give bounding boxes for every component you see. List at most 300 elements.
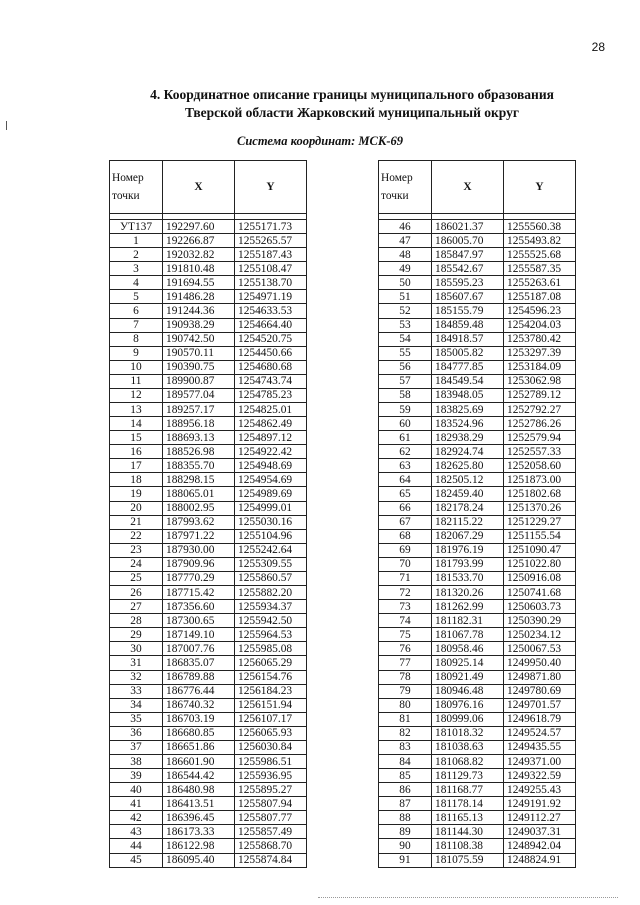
y-cell: 1249618.79 — [504, 712, 576, 726]
x-cell: 181038.63 — [432, 740, 504, 754]
point-number-cell: 43 — [110, 825, 163, 839]
point-number-cell: 41 — [110, 797, 163, 811]
table-row — [379, 220, 576, 234]
x-cell: 181262.99 — [432, 600, 504, 614]
y-cell: 1254948.69 — [235, 459, 307, 473]
x-cell: 181108.38 — [432, 839, 504, 853]
x-cell: 185005.82 — [432, 346, 504, 360]
table-row — [379, 712, 576, 726]
point-number-cell: 90 — [379, 839, 432, 853]
point-number-cell: 20 — [110, 501, 163, 515]
point-number-cell: 33 — [110, 684, 163, 698]
y-cell: 1255104.96 — [235, 529, 307, 543]
y-cell: 1249871.80 — [504, 670, 576, 684]
point-number-cell: 15 — [110, 431, 163, 445]
x-cell: 185542.67 — [432, 262, 504, 276]
point-number-cell: 47 — [379, 234, 432, 248]
point-number-cell: 61 — [379, 431, 432, 445]
point-number-cell: 11 — [110, 374, 163, 388]
y-cell: 1250916.08 — [504, 571, 576, 585]
x-cell: 187356.60 — [163, 600, 235, 614]
table-row — [110, 557, 307, 571]
x-cell: 188693.13 — [163, 431, 235, 445]
table-row — [379, 487, 576, 501]
y-cell: 1249371.00 — [504, 754, 576, 768]
point-number-cell: 44 — [110, 839, 163, 853]
y-cell: 1255860.57 — [235, 571, 307, 585]
point-number-cell: 56 — [379, 360, 432, 374]
table-row — [110, 670, 307, 684]
x-cell: 188956.18 — [163, 417, 235, 431]
point-number-cell: 18 — [110, 473, 163, 487]
x-cell: 182505.12 — [432, 473, 504, 487]
point-number-cell: 36 — [110, 726, 163, 740]
x-cell: 181144.30 — [432, 825, 504, 839]
table-row — [379, 783, 576, 797]
y-cell: 1249435.55 — [504, 740, 576, 754]
x-cell: 181793.99 — [432, 557, 504, 571]
x-cell: 188065.01 — [163, 487, 235, 501]
x-cell: 182625.80 — [432, 459, 504, 473]
table-row — [110, 783, 307, 797]
y-cell: 1249524.57 — [504, 726, 576, 740]
y-cell: 1256065.29 — [235, 656, 307, 670]
x-cell: 190742.50 — [163, 332, 235, 346]
table-row — [110, 754, 307, 768]
x-cell: 181533.70 — [432, 571, 504, 585]
x-cell: 186544.42 — [163, 769, 235, 783]
point-number-cell: 71 — [379, 571, 432, 585]
y-cell: 1255030.16 — [235, 515, 307, 529]
y-cell: 1255265.57 — [235, 234, 307, 248]
point-number-cell: 26 — [110, 586, 163, 600]
table-row — [379, 473, 576, 487]
point-number-cell: 81 — [379, 712, 432, 726]
y-cell: 1256030.84 — [235, 740, 307, 754]
y-cell: 1250234.12 — [504, 628, 576, 642]
point-number-cell: 65 — [379, 487, 432, 501]
x-cell: 186480.98 — [163, 783, 235, 797]
table-row — [379, 388, 576, 402]
table-row — [110, 318, 307, 332]
y-cell: 1249112.27 — [504, 811, 576, 825]
point-number-cell: 8 — [110, 332, 163, 346]
table-row — [110, 262, 307, 276]
coordinates-body-right — [379, 214, 576, 868]
y-cell: 1255242.64 — [235, 543, 307, 557]
table-row — [110, 543, 307, 557]
table-row — [379, 543, 576, 557]
table-row — [379, 332, 576, 346]
y-cell: 1254989.69 — [235, 487, 307, 501]
point-number-cell: 3 — [110, 262, 163, 276]
x-cell: 185155.79 — [432, 304, 504, 318]
table-row — [379, 698, 576, 712]
x-cell: 186095.40 — [163, 853, 235, 867]
y-cell: 1248942.04 — [504, 839, 576, 853]
point-number-cell: 55 — [379, 346, 432, 360]
coordinates-table-left — [109, 160, 307, 868]
table-row — [110, 726, 307, 740]
point-number-cell: 28 — [110, 614, 163, 628]
table-row — [379, 839, 576, 853]
x-cell: 190390.75 — [163, 360, 235, 374]
y-cell: 1255560.38 — [504, 220, 576, 234]
y-cell: 1255874.84 — [235, 853, 307, 867]
table-row — [379, 276, 576, 290]
table-row — [110, 388, 307, 402]
y-cell: 1251229.27 — [504, 515, 576, 529]
y-cell: 1252579.94 — [504, 431, 576, 445]
point-number-cell: 25 — [110, 571, 163, 585]
y-cell: 1255138.70 — [235, 276, 307, 290]
x-cell: 186122.98 — [163, 839, 235, 853]
x-cell: 180921.49 — [432, 670, 504, 684]
x-cell: 184549.54 — [432, 374, 504, 388]
x-cell: 186703.19 — [163, 712, 235, 726]
y-cell: 1249255.43 — [504, 783, 576, 797]
y-cell: 1250067.53 — [504, 642, 576, 656]
y-cell: 1254520.75 — [235, 332, 307, 346]
table-row — [379, 417, 576, 431]
table-row — [110, 501, 307, 515]
y-cell: 1252557.33 — [504, 445, 576, 459]
y-cell: 1255934.37 — [235, 600, 307, 614]
point-number-cell: 16 — [110, 445, 163, 459]
x-cell: 190938.29 — [163, 318, 235, 332]
table-row — [379, 600, 576, 614]
table-row — [379, 374, 576, 388]
y-cell: 1249322.59 — [504, 769, 576, 783]
x-cell: 186396.45 — [163, 811, 235, 825]
point-number-cell: 74 — [379, 614, 432, 628]
x-cell: 192297.60 — [163, 220, 235, 234]
point-number-cell: 13 — [110, 403, 163, 417]
x-cell: 191486.28 — [163, 290, 235, 304]
y-cell: 1249780.69 — [504, 684, 576, 698]
y-cell: 1255493.82 — [504, 234, 576, 248]
table-row — [110, 445, 307, 459]
x-cell: 189577.04 — [163, 388, 235, 402]
y-header: Y — [504, 161, 576, 214]
page-number: 28 — [591, 40, 605, 54]
point-number-cell: 34 — [110, 698, 163, 712]
point-number-cell: 38 — [110, 754, 163, 768]
table-row — [379, 515, 576, 529]
footer-dotted-line — [318, 897, 618, 898]
point-number-cell: 70 — [379, 557, 432, 571]
point-number-cell: 85 — [379, 769, 432, 783]
title-line-2: Тверской области Жарковский муниципальный округ — [185, 105, 519, 120]
table-row — [110, 346, 307, 360]
x-cell: 183524.96 — [432, 417, 504, 431]
table-row — [379, 304, 576, 318]
point-number-cell: 45 — [110, 853, 163, 867]
y-cell: 1254954.69 — [235, 473, 307, 487]
y-cell: 1251155.54 — [504, 529, 576, 543]
table-row — [110, 332, 307, 346]
x-cell: 186789.88 — [163, 670, 235, 684]
point-number-cell: 29 — [110, 628, 163, 642]
y-cell: 1253062.98 — [504, 374, 576, 388]
point-number-cell: 77 — [379, 656, 432, 670]
point-number-cell: 86 — [379, 783, 432, 797]
point-number-cell: 68 — [379, 529, 432, 543]
table-row — [110, 220, 307, 234]
table-row — [379, 459, 576, 473]
table-row — [110, 825, 307, 839]
table-row — [379, 586, 576, 600]
table-row — [110, 459, 307, 473]
table-row — [110, 276, 307, 290]
table-row — [379, 529, 576, 543]
y-cell: 1252058.60 — [504, 459, 576, 473]
point-number-cell: 79 — [379, 684, 432, 698]
point-number-cell: 87 — [379, 797, 432, 811]
point-number-cell: 51 — [379, 290, 432, 304]
y-cell: 1254971.19 — [235, 290, 307, 304]
table-row — [110, 515, 307, 529]
point-number-cell: 40 — [110, 783, 163, 797]
table-row — [110, 529, 307, 543]
x-cell: 187930.00 — [163, 543, 235, 557]
point-number-cell: 1 — [110, 234, 163, 248]
point-number-cell: 12 — [110, 388, 163, 402]
table-row — [379, 769, 576, 783]
x-cell: 187715.42 — [163, 586, 235, 600]
table-row — [110, 374, 307, 388]
table-row — [110, 473, 307, 487]
y-cell: 1255807.77 — [235, 811, 307, 825]
x-cell: 181165.13 — [432, 811, 504, 825]
table-row — [110, 853, 307, 867]
x-cell: 181075.59 — [432, 853, 504, 867]
y-cell: 1256065.93 — [235, 726, 307, 740]
table-row — [379, 557, 576, 571]
table-row — [379, 318, 576, 332]
point-number-cell: 23 — [110, 543, 163, 557]
coordinates-body-left — [110, 214, 307, 868]
table-row — [110, 698, 307, 712]
x-cell: 180925.14 — [432, 656, 504, 670]
table-row — [110, 614, 307, 628]
point-number-cell: 9 — [110, 346, 163, 360]
y-cell: 1254204.03 — [504, 318, 576, 332]
point-header-line-1: Номер — [381, 172, 413, 184]
point-number-cell: 67 — [379, 515, 432, 529]
x-cell: 181129.73 — [432, 769, 504, 783]
y-cell: 1252789.12 — [504, 388, 576, 402]
y-cell: 1254922.42 — [235, 445, 307, 459]
point-number-header — [110, 161, 163, 214]
point-number-cell: 60 — [379, 417, 432, 431]
x-cell: 183825.69 — [432, 403, 504, 417]
title-line-1: 4. Координатное описание границы муниципального образования — [150, 87, 554, 102]
document-title — [60, 86, 640, 122]
table-row — [379, 670, 576, 684]
x-cell: 186776.44 — [163, 684, 235, 698]
x-cell: 189900.87 — [163, 374, 235, 388]
y-cell: 1256107.17 — [235, 712, 307, 726]
table-row — [379, 571, 576, 585]
table-row — [110, 586, 307, 600]
point-number-cell: 50 — [379, 276, 432, 290]
y-cell: 1255807.94 — [235, 797, 307, 811]
x-cell: 180999.06 — [432, 712, 504, 726]
table-row — [379, 431, 576, 445]
point-number-cell: 76 — [379, 642, 432, 656]
y-cell: 1256184.23 — [235, 684, 307, 698]
x-cell: 187149.10 — [163, 628, 235, 642]
table-row — [110, 360, 307, 374]
x-cell: 183948.05 — [432, 388, 504, 402]
point-number-cell: 42 — [110, 811, 163, 825]
point-header-line-2: точки — [381, 190, 409, 202]
table-row — [379, 628, 576, 642]
point-number-cell: 32 — [110, 670, 163, 684]
point-number-cell: 89 — [379, 825, 432, 839]
x-cell: 180976.16 — [432, 698, 504, 712]
y-cell: 1255985.08 — [235, 642, 307, 656]
y-cell: 1254450.66 — [235, 346, 307, 360]
point-number-cell: УТ137 — [110, 220, 163, 234]
x-cell: 185607.67 — [432, 290, 504, 304]
table-row — [110, 642, 307, 656]
table-row — [379, 290, 576, 304]
x-cell: 187300.65 — [163, 614, 235, 628]
y-cell: 1254743.74 — [235, 374, 307, 388]
table-row — [110, 571, 307, 585]
y-cell: 1255187.43 — [235, 248, 307, 262]
x-cell: 186413.51 — [163, 797, 235, 811]
y-cell: 1250390.29 — [504, 614, 576, 628]
table-row — [379, 754, 576, 768]
x-cell: 186173.33 — [163, 825, 235, 839]
point-number-cell: 88 — [379, 811, 432, 825]
point-number-cell: 75 — [379, 628, 432, 642]
y-header: Y — [235, 161, 307, 214]
y-cell: 1255108.47 — [235, 262, 307, 276]
table-row — [379, 642, 576, 656]
table-row — [379, 346, 576, 360]
x-cell: 192266.87 — [163, 234, 235, 248]
point-number-cell: 19 — [110, 487, 163, 501]
x-cell: 187770.29 — [163, 571, 235, 585]
point-number-cell: 82 — [379, 726, 432, 740]
x-cell: 181067.78 — [432, 628, 504, 642]
x-cell: 184918.57 — [432, 332, 504, 346]
y-cell: 1255964.53 — [235, 628, 307, 642]
y-cell: 1249191.92 — [504, 797, 576, 811]
x-cell: 187007.76 — [163, 642, 235, 656]
x-header: X — [163, 161, 235, 214]
point-number-cell: 4 — [110, 276, 163, 290]
y-cell: 1255868.70 — [235, 839, 307, 853]
table-row — [379, 360, 576, 374]
point-number-cell: 63 — [379, 459, 432, 473]
y-cell: 1254862.49 — [235, 417, 307, 431]
point-number-cell: 10 — [110, 360, 163, 374]
point-number-cell: 22 — [110, 529, 163, 543]
table-row — [110, 628, 307, 642]
x-cell: 185595.23 — [432, 276, 504, 290]
x-cell: 186651.86 — [163, 740, 235, 754]
point-number-cell: 27 — [110, 600, 163, 614]
point-number-cell: 64 — [379, 473, 432, 487]
table-row — [110, 487, 307, 501]
y-cell: 1254633.53 — [235, 304, 307, 318]
y-cell: 1251022.80 — [504, 557, 576, 571]
x-cell: 181320.26 — [432, 586, 504, 600]
x-cell: 182115.22 — [432, 515, 504, 529]
y-cell: 1254999.01 — [235, 501, 307, 515]
y-cell: 1255882.20 — [235, 586, 307, 600]
table-row — [110, 797, 307, 811]
point-number-cell: 30 — [110, 642, 163, 656]
y-cell: 1251370.26 — [504, 501, 576, 515]
point-number-cell: 66 — [379, 501, 432, 515]
x-cell: 182178.24 — [432, 501, 504, 515]
point-number-cell: 46 — [379, 220, 432, 234]
coordinate-system-label: Система координат: МСК-69 — [237, 134, 403, 148]
table-row — [379, 811, 576, 825]
table-row — [110, 234, 307, 248]
x-cell: 190570.11 — [163, 346, 235, 360]
point-number-cell: 48 — [379, 248, 432, 262]
y-cell: 1249037.31 — [504, 825, 576, 839]
x-cell: 188526.98 — [163, 445, 235, 459]
x-cell: 181182.31 — [432, 614, 504, 628]
table-row — [110, 656, 307, 670]
point-number-cell: 73 — [379, 600, 432, 614]
x-cell: 181068.82 — [432, 754, 504, 768]
coordinates-table-right — [378, 160, 576, 868]
x-cell: 182459.40 — [432, 487, 504, 501]
table-row — [110, 811, 307, 825]
point-number-cell: 7 — [110, 318, 163, 332]
point-number-cell: 91 — [379, 853, 432, 867]
x-cell: 188355.70 — [163, 459, 235, 473]
point-number-cell: 58 — [379, 388, 432, 402]
y-cell: 1254897.12 — [235, 431, 307, 445]
y-cell: 1256151.94 — [235, 698, 307, 712]
y-cell: 1253780.42 — [504, 332, 576, 346]
point-number-cell: 80 — [379, 698, 432, 712]
table-row — [379, 234, 576, 248]
y-cell: 1254680.68 — [235, 360, 307, 374]
point-number-cell: 54 — [379, 332, 432, 346]
y-cell: 1254825.01 — [235, 403, 307, 417]
y-cell: 1254664.40 — [235, 318, 307, 332]
x-cell: 188002.95 — [163, 501, 235, 515]
y-cell: 1255986.51 — [235, 754, 307, 768]
x-cell: 186680.85 — [163, 726, 235, 740]
y-cell: 1255171.73 — [235, 220, 307, 234]
y-cell: 1252792.27 — [504, 403, 576, 417]
y-cell: 1250741.68 — [504, 586, 576, 600]
point-number-cell: 52 — [379, 304, 432, 318]
table-row — [379, 797, 576, 811]
margin-mark — [6, 121, 7, 130]
x-cell: 187909.96 — [163, 557, 235, 571]
table-row — [110, 417, 307, 431]
x-cell: 186005.70 — [432, 234, 504, 248]
x-cell: 191694.55 — [163, 276, 235, 290]
x-cell: 191244.36 — [163, 304, 235, 318]
x-cell: 186740.32 — [163, 698, 235, 712]
point-number-cell: 57 — [379, 374, 432, 388]
y-cell: 1255309.55 — [235, 557, 307, 571]
